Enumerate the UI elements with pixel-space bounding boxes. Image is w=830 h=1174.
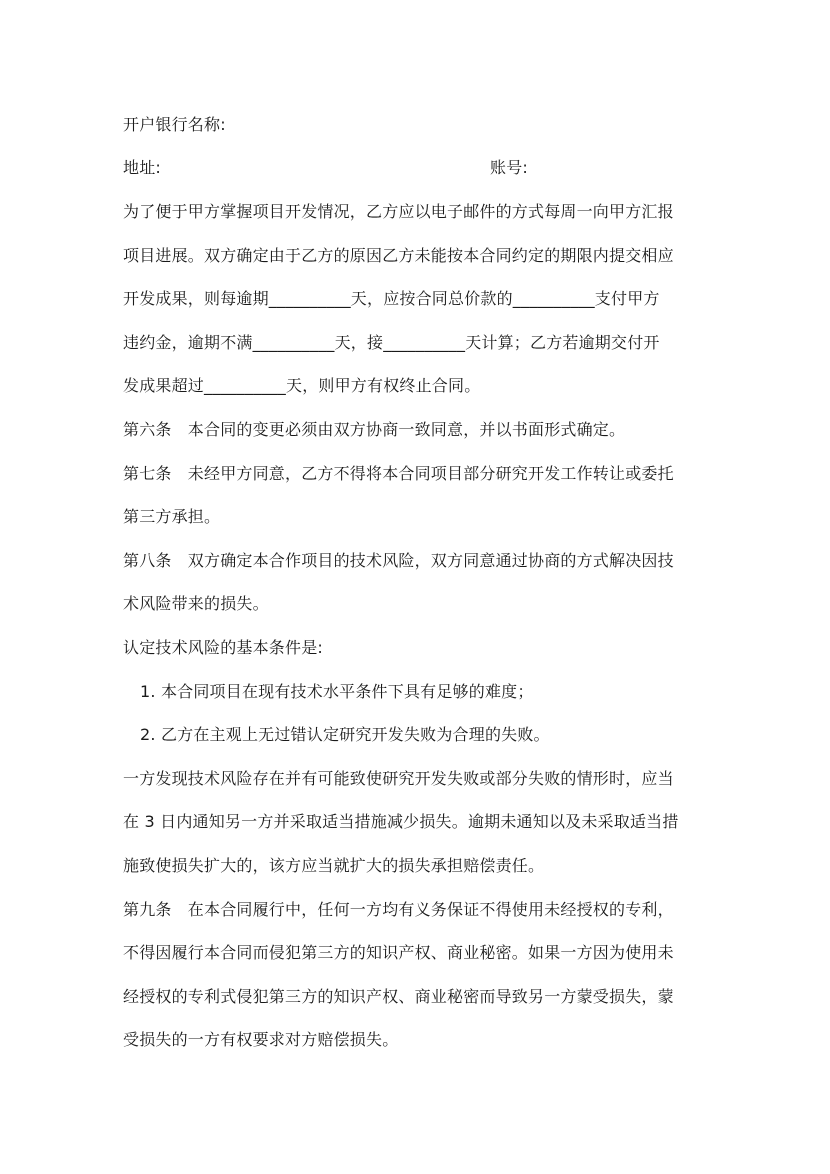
text-line: 违约金，逾期不满__________天，接__________天计算；乙方若逾期交付开: [123, 332, 660, 352]
account-label: 账号:: [490, 158, 528, 177]
list-item: 2. 乙方在主观上无过错认定研究开发失败为合理的失败。: [140, 725, 550, 745]
text-line: 发成果超过__________天，则甲方有权终止合同。: [123, 376, 481, 396]
text-line: 第六条 本合同的变更必须由双方协商一致同意，并以书面形式确定。: [123, 420, 626, 439]
text-line: 受损失的一方有权要求对方赔偿损失。: [123, 1030, 399, 1050]
text-line: 认定技术风险的基本条件是:: [123, 638, 323, 657]
text-line: 施致使损失扩大的，该方应当就扩大的损失承担赔偿责任。: [123, 856, 545, 875]
text-line: 第九条 在本合同履行中，任何一方均有义务保证不得使用未经授权的专利，: [123, 899, 674, 919]
text-line: 不得因履行本合同而侵犯第三方的知识产权、商业秘密。如果一方因为使用未: [123, 943, 674, 963]
text-line: 第八条 双方确定本合作项目的技术风险，双方同意通过协商的方式解决因技: [123, 550, 674, 570]
bank-name-label: 开户银行名称:: [123, 115, 226, 134]
list-item: 1. 本合同项目在现有技术水平条件下具有足够的难度；: [140, 681, 534, 701]
text-line: 在 3 日内通知另一方并采取适当措施减少损失。逾期未通知以及未采取适当措: [123, 812, 679, 832]
text-line: 开发成果，则每逾期__________天，应按合同总价款的__________支付甲方: [123, 289, 660, 309]
text-line: 第三方承担。: [123, 507, 221, 527]
text-line: 经授权的专利式侵犯第三方的知识产权、商业秘密而导致另一方蒙受损失，蒙: [123, 986, 674, 1006]
text-line: 第七条 未经甲方同意，乙方不得将本合同项目部分研究开发工作转让或委托: [123, 463, 674, 483]
text-line: 项目进展。双方确定由于乙方的原因乙方未能按本合同约定的期限内提交相应: [123, 245, 674, 265]
text-line: 一方发现技术风险存在并有可能致使研究开发失败或部分失败的情形时，应当: [123, 768, 674, 788]
address-label: 地址:: [123, 158, 161, 177]
text-line: 为了便于甲方掌握项目开发情况，乙方应以电子邮件的方式每周一向甲方汇报: [123, 202, 674, 221]
text-line: 术风险带来的损失。: [123, 594, 269, 614]
address-row: [123, 146, 723, 190]
